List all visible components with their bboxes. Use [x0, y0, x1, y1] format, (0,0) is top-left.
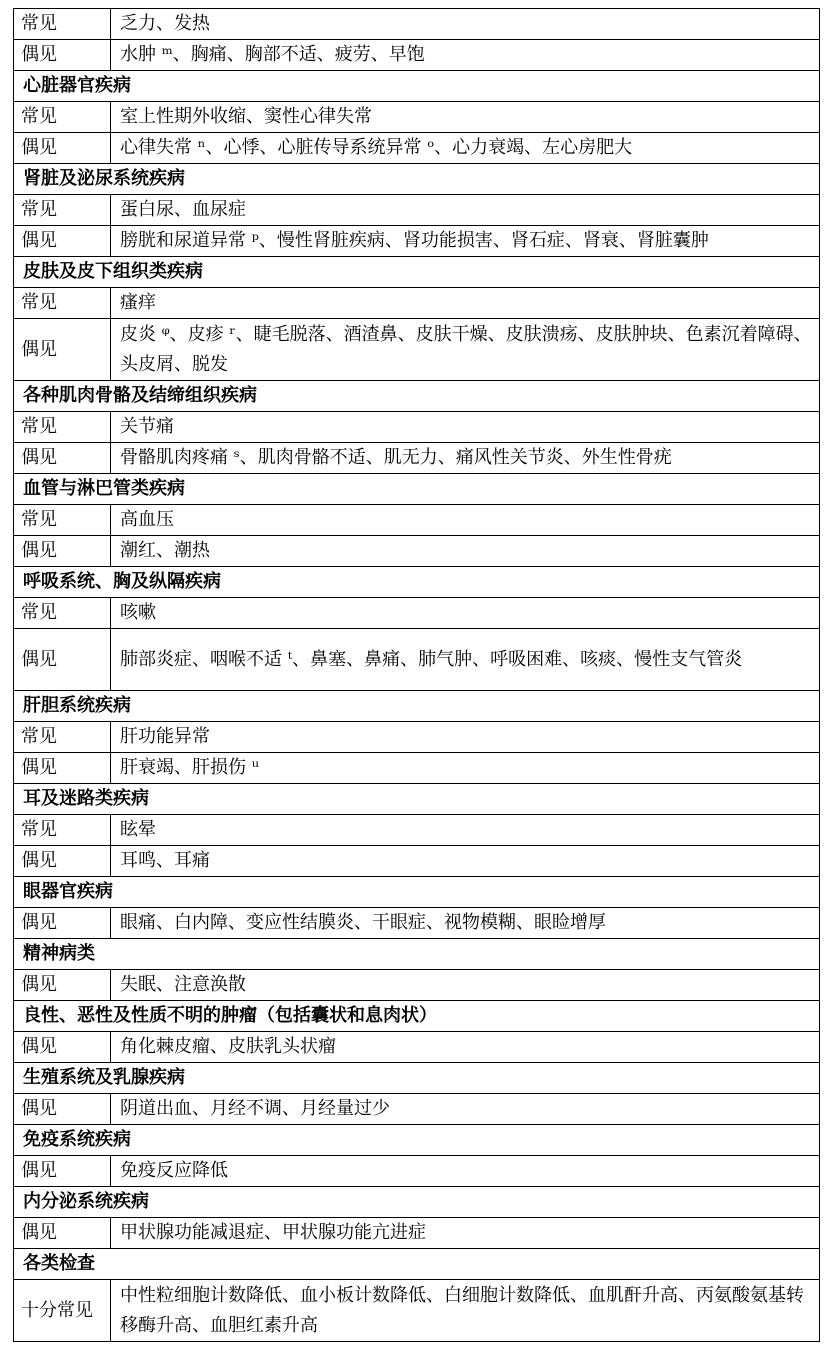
category-heading: 各类检查 — [14, 1249, 820, 1280]
category-row — [14, 257, 820, 288]
category-row — [14, 1063, 820, 1094]
table-row — [14, 1094, 820, 1125]
category-heading: 精神病类 — [14, 939, 820, 970]
table-row — [14, 1156, 820, 1187]
table-row — [14, 536, 820, 567]
table-row — [14, 40, 820, 71]
category-heading: 耳及迷路类疾病 — [14, 784, 820, 815]
category-row — [14, 877, 820, 908]
category-heading: 各种肌肉骨骼及结缔组织疾病 — [14, 381, 820, 412]
frequency-cell: 十分常见 — [14, 1280, 111, 1342]
table-row — [14, 1218, 820, 1249]
table-row — [14, 319, 820, 381]
reaction-cell: 高血压 — [111, 505, 820, 536]
frequency-cell: 偶见 — [14, 443, 111, 474]
frequency-cell: 偶见 — [14, 226, 111, 257]
category-row — [14, 1249, 820, 1280]
table-row — [14, 288, 820, 319]
category-heading: 生殖系统及乳腺疾病 — [14, 1063, 820, 1094]
reaction-cell: 乏力、发热 — [111, 9, 820, 40]
table-row — [14, 846, 820, 877]
category-row — [14, 939, 820, 970]
reaction-cell: 瘙痒 — [111, 288, 820, 319]
reaction-cell: 眼痛、白内障、变应性结膜炎、干眼症、视物模糊、眼睑增厚 — [111, 908, 820, 939]
reaction-cell: 眩晕 — [111, 815, 820, 846]
table-row — [14, 195, 820, 226]
table-row — [14, 598, 820, 629]
reaction-cell: 关节痛 — [111, 412, 820, 443]
reaction-cell: 阴道出血、月经不调、月经量过少 — [111, 1094, 820, 1125]
frequency-cell: 偶见 — [14, 133, 111, 164]
table-row — [14, 505, 820, 536]
category-row — [14, 1187, 820, 1218]
frequency-cell: 偶见 — [14, 753, 111, 784]
table-row — [14, 102, 820, 133]
frequency-cell: 偶见 — [14, 40, 111, 71]
frequency-cell: 常见 — [14, 288, 111, 319]
reaction-cell: 水肿 ᵐ、胸痛、胸部不适、疲劳、早饱 — [111, 40, 820, 71]
category-heading: 良性、恶性及性质不明的肿瘤（包括囊状和息肉状） — [14, 1001, 820, 1032]
table-row — [14, 412, 820, 443]
table-row — [14, 226, 820, 257]
reaction-cell: 失眠、注意涣散 — [111, 970, 820, 1001]
reaction-cell: 肝功能异常 — [111, 722, 820, 753]
category-row — [14, 567, 820, 598]
frequency-cell: 常见 — [14, 9, 111, 40]
category-row — [14, 784, 820, 815]
frequency-cell: 偶见 — [14, 1156, 111, 1187]
category-row — [14, 691, 820, 722]
reaction-cell: 骨骼肌肉疼痛 ˢ、肌肉骨骼不适、肌无力、痛风性关节炎、外生性骨疣 — [111, 443, 820, 474]
category-heading: 血管与淋巴管类疾病 — [14, 474, 820, 505]
frequency-cell: 偶见 — [14, 536, 111, 567]
reaction-cell: 免疫反应降低 — [111, 1156, 820, 1187]
category-row — [14, 381, 820, 412]
reaction-cell: 膀胱和尿道异常 ᵖ、慢性肾脏疾病、肾功能损害、肾石症、肾衰、肾脏囊肿 — [111, 226, 820, 257]
category-heading: 免疫系统疾病 — [14, 1125, 820, 1156]
table-row — [14, 753, 820, 784]
reaction-cell: 室上性期外收缩、窦性心律失常 — [111, 102, 820, 133]
reaction-cell: 甲状腺功能减退症、甲状腺功能亢进症 — [111, 1218, 820, 1249]
reaction-cell: 角化棘皮瘤、皮肤乳头状瘤 — [111, 1032, 820, 1063]
table-row — [14, 443, 820, 474]
reaction-cell: 心律失常 ⁿ、心悸、心脏传导系统异常 ᵒ、心力衰竭、左心房肥大 — [111, 133, 820, 164]
category-heading: 肾脏及泌尿系统疾病 — [14, 164, 820, 195]
table-row — [14, 1032, 820, 1063]
table-row — [14, 9, 820, 40]
table-row — [14, 722, 820, 753]
reaction-cell: 潮红、潮热 — [111, 536, 820, 567]
frequency-cell: 常见 — [14, 598, 111, 629]
reaction-cell: 肝衰竭、肝损伤 ᵘ — [111, 753, 820, 784]
category-row — [14, 71, 820, 102]
adverse-reactions-table — [13, 8, 820, 1342]
frequency-cell: 偶见 — [14, 629, 111, 691]
reaction-cell: 咳嗽 — [111, 598, 820, 629]
category-heading: 皮肤及皮下组织类疾病 — [14, 257, 820, 288]
category-row — [14, 1001, 820, 1032]
table-row — [14, 629, 820, 691]
category-row — [14, 164, 820, 195]
table-row — [14, 1280, 820, 1342]
category-heading: 内分泌系统疾病 — [14, 1187, 820, 1218]
table-row — [14, 908, 820, 939]
category-heading: 肝胆系统疾病 — [14, 691, 820, 722]
frequency-cell: 常见 — [14, 722, 111, 753]
table-row — [14, 815, 820, 846]
reaction-cell: 肺部炎症、咽喉不适 ᵗ、鼻塞、鼻痛、肺气肿、呼吸困难、咳痰、慢性支气管炎 — [111, 629, 820, 691]
category-heading: 心脏器官疾病 — [14, 71, 820, 102]
table-row — [14, 970, 820, 1001]
frequency-cell: 常见 — [14, 412, 111, 443]
frequency-cell: 常见 — [14, 102, 111, 133]
frequency-cell: 偶见 — [14, 970, 111, 1001]
reaction-cell: 蛋白尿、血尿症 — [111, 195, 820, 226]
frequency-cell: 常见 — [14, 195, 111, 226]
reaction-cell: 耳鸣、耳痛 — [111, 846, 820, 877]
reaction-cell: 皮炎 ᵠ、皮疹 ʳ、睫毛脱落、酒渣鼻、皮肤干燥、皮肤溃疡、皮肤肿块、色素沉着障碍、头皮屑、脱发 — [111, 319, 820, 381]
category-heading: 眼器官疾病 — [14, 877, 820, 908]
frequency-cell: 偶见 — [14, 319, 111, 381]
reaction-cell: 中性粒细胞计数降低、血小板计数降低、白细胞计数降低、血肌酐升高、丙氨酸氨基转移酶升高、血胆红素升高 — [111, 1280, 820, 1342]
table-row — [14, 133, 820, 164]
table-body — [14, 9, 820, 1342]
frequency-cell: 常见 — [14, 815, 111, 846]
frequency-cell: 偶见 — [14, 846, 111, 877]
category-heading: 呼吸系统、胸及纵隔疾病 — [14, 567, 820, 598]
category-row — [14, 474, 820, 505]
frequency-cell: 偶见 — [14, 1094, 111, 1125]
frequency-cell: 常见 — [14, 505, 111, 536]
frequency-cell: 偶见 — [14, 1218, 111, 1249]
frequency-cell: 偶见 — [14, 1032, 111, 1063]
frequency-cell: 偶见 — [14, 908, 111, 939]
category-row — [14, 1125, 820, 1156]
